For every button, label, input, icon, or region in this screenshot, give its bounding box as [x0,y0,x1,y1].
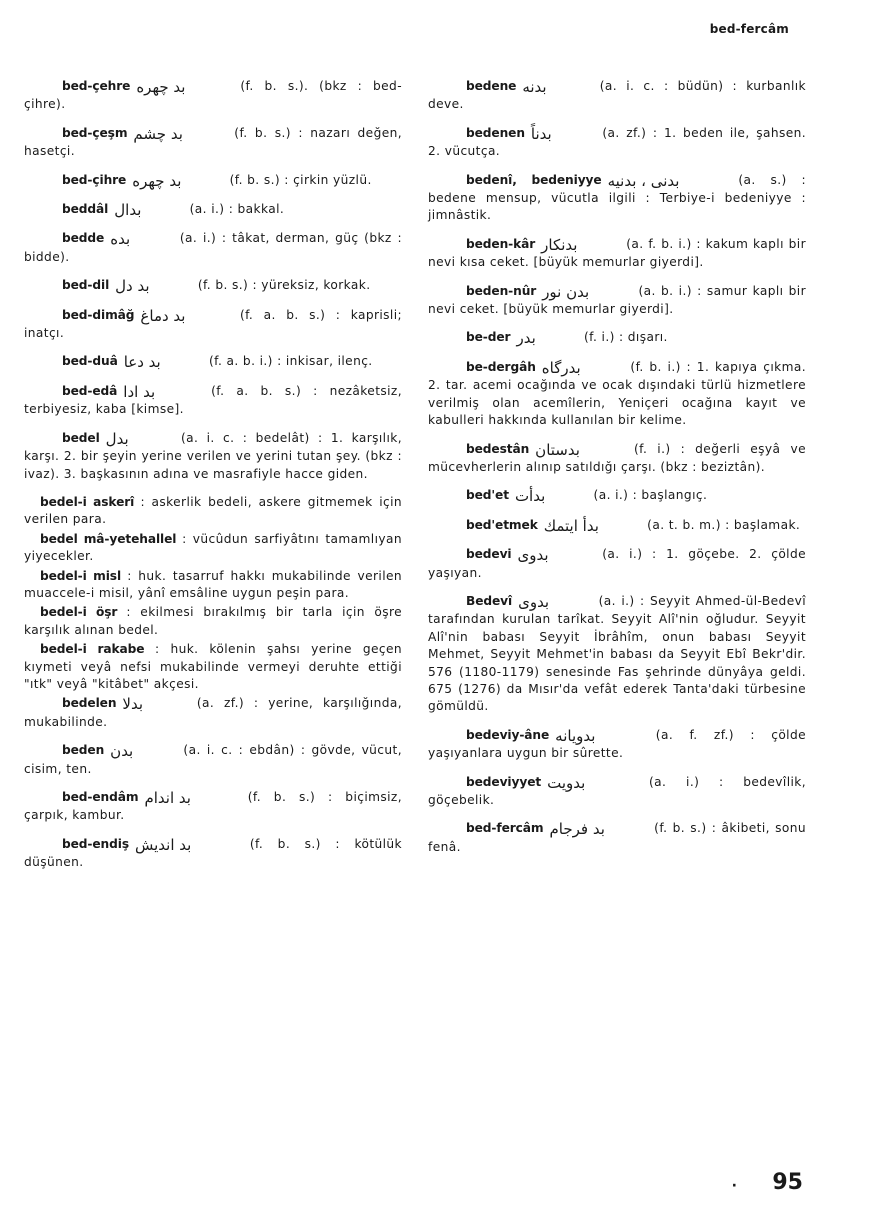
entry-headword: bedel-i öşr [40,605,118,620]
entry-definition: (a. zf.) : yerine, karşılığında, mukabilinde. [24,696,402,729]
entry-definition: (a. i.) : Seyyit Ahmed-ül-Bedevî tarafından kurulan tarîkat. Seyyit Alî'nin oğludur. Seyyit Alî'nin babası Seyyit İbrâhîm, onun babası Seyyit Mehmet, Seyyit Mehmet'in babası da Seyyit Ebî Bekr'dir. 576 (1180-1179) senesinde Fas şehrinde dünyâya geldi. 675 (1276) da Mısır'da vefât ederek Tanta'daki türbesine gömüldü. [428,593,806,714]
dictionary-entry [428,593,806,716]
entry-arabic-script: بدل [105,429,129,448]
entry-definition: (a. f. b. i.) : kakum kaplı bir nevi kısa ceket. [büyük memurlar giyerdi]. [428,236,806,270]
dictionary-entry [428,441,806,477]
dictionary-entry [24,307,402,343]
entry-headword: bedel-i misl [40,568,122,583]
entry-headword: bedene [466,79,517,93]
entry-definition: (a. i.) : bedevîlik, göçebelik. [428,774,806,807]
dictionary-entry [24,531,402,566]
entry-definition: : ekilmesi bırakılmış bir tarla için öşre karşılık alınan bedel. [24,605,402,637]
entry-definition: (a. i.) : bakkal. [185,202,285,217]
dictionary-entry [428,546,806,582]
entry-definition: (f. a. b. s.) : nezâketsiz, terbiyesiz, kaba [kimse]. [24,383,402,417]
entry-arabic-script: بدال [114,201,142,220]
dictionary-entry [428,236,806,272]
entry-headword: bedevi [466,547,512,562]
entry-definition: (f. b. i.) : 1. kapıya çıkma. 2. tar. acemi ocağında ve ocak dışındaki türlü hizmetlere verilmiş olan acemîlerin, Yeniçeri ocağına kayıt ve kabulleri hakkında kullanılan bir kelime. [428,359,806,428]
dictionary-entry [24,695,402,731]
entry-headword: bedde [62,231,105,246]
entry-definition: (f. b. s.) : yüreksiz, korkak. [193,278,371,293]
dictionary-entry [24,494,402,529]
dictionary-entry [24,78,402,114]
dictionary-entry [24,125,402,161]
entry-arabic-script: بد اندیش [134,835,192,854]
left-column [24,78,402,883]
entry-definition: (a. t. b. m.) : başlamak. [642,517,801,532]
entry-definition: (f. b. s.) : âkibeti, sonu fenâ. [428,821,806,854]
entry-headword: bed-çihre [62,172,127,187]
dictionary-entry [428,329,806,347]
dictionary-entry [428,359,806,430]
dictionary-entry [24,172,402,190]
entry-definition: (a. zf.) : 1. beden ile, şahsen. 2. vücutça. [428,125,806,159]
entry-arabic-script: بدناً [530,124,552,143]
dictionary-entry [428,487,806,505]
entry-definition: (a. i.) : 1. göçebe. 2. çölde yaşıyan. [428,547,806,580]
dictionary-entry [24,230,402,266]
entry-arabic-script: بد چهره [136,78,186,96]
dictionary-entry [24,742,402,778]
entry-definition: (f. b. s.) : nazarı değen, hasetçi. [24,125,402,159]
entry-arabic-script: بدأت [514,487,546,506]
dictionary-entry [428,774,806,810]
entry-headword: beden-kâr [466,236,536,251]
dictionary-entry [24,277,402,295]
entry-arabic-script: بد دماغ [140,306,186,325]
entry-arabic-script: بدنه [522,78,547,96]
entry-arabic-script: بد فرجام [549,820,605,839]
entry-arabic-script: بدلا [122,695,144,714]
entry-arabic-script: بد دل [115,277,150,296]
entry-definition: (f. i.) : değerli eşyâ ve mücevherlerin alınıp satıldığı çarşı. (bkz : beziztân). [428,441,806,474]
entry-headword: bedenî, bedeniyye [466,172,602,187]
entry-arabic-script: بدویت [547,773,586,792]
page-number: 95 [772,1170,803,1195]
entry-headword: bed-çehre [62,79,131,93]
entry-headword: bedeviyyet [466,774,542,789]
entry-arabic-script: بد ادا [123,382,156,401]
entry-arabic-script: بدستان [535,440,580,459]
entry-arabic-script: بدن [110,742,134,761]
dictionary-entry [24,568,402,603]
entry-definition: (a. i. c. : büdün) : kurbanlık deve. [428,79,806,112]
entry-headword: bedel mâ-yetehallel [40,531,177,546]
entry-definition: (a. b. i.) : samur kaplı bir nevi ceket. [büyük memurlar giyerdi]. [428,283,806,317]
entry-definition: (a. i. c. : bedelât) : 1. karşılık, karşı. 2. bir şeyin yerine verilen ve yerini tutan şey. (bkz : ivaz). 3. başkasının adına ve masrafiyle hacce giden. [24,430,402,481]
entry-headword: bed-fercâm [466,821,544,836]
entry-definition: (f. i.) : dışarı. [579,330,668,345]
right-column [428,78,806,867]
entry-headword: bed-dimâğ [62,307,135,322]
entry-headword: bed-duâ [62,354,118,369]
entry-definition: : huk. tasarruf hakkı mukabilinde verilen muaccele-i misil, yânî emsâline uygun peşin para. [24,568,402,600]
page-mark: · [731,1178,737,1194]
entry-definition: (a. s.) : bedene mensup, vücutla ilgili : Terbiye-i bedeniyye : jimnâstik. [428,172,806,223]
entry-arabic-script: بد چهره [132,171,182,190]
entry-headword: beden [62,743,105,758]
entry-headword: bedenen [466,125,525,140]
entry-definition: (a. i. c. : ebdân) : gövde, vücut, cisim, ten. [24,743,402,776]
entry-headword: Bedevî [466,593,513,608]
dictionary-entry [428,125,806,161]
entry-headword: bedel [62,430,100,445]
entry-headword: bed'etmek [466,517,538,532]
entry-headword: bedelen [62,696,117,711]
entry-headword: bedel-i askerî [40,494,135,509]
dictionary-entry [428,517,806,535]
dictionary-entry [24,604,402,639]
dictionary-entry [24,430,402,483]
entry-definition: : vücûdun sarfiyâtını tamamlıyan yiyecekler. [24,531,402,564]
entry-definition: (a. i.) : başlangıç. [589,488,708,503]
dictionary-entry [24,836,402,872]
dictionary-entry [24,201,402,219]
entry-headword: bed-endiş [62,836,129,851]
entry-arabic-script: بدن نور [542,282,590,301]
entry-definition: (f. b. s.) : biçimsiz, çarpık, kambur. [24,790,402,823]
entry-arabic-script: بدر [516,329,536,348]
dictionary-entry [24,789,402,825]
entry-definition: (f. b. s.) : kötülük düşünen. [24,836,402,870]
dictionary-entry [24,353,402,371]
entry-headword: be-der [466,330,511,345]
dictionary-entry [428,820,806,856]
entry-arabic-script: بدنی ، بدنیه [607,171,680,190]
entry-definition: (f. a. b. i.) : inkisar, ilenç. [204,354,373,369]
entry-headword: bed-edâ [62,383,118,398]
entry-headword: bed'et [466,488,509,503]
entry-arabic-script: بدنکار [541,235,578,254]
entry-definition: (f. b. s.). (bkz : bed-çihre). [24,79,402,112]
entry-arabic-script: بد چشم [133,124,183,143]
dictionary-entry [24,383,402,419]
entry-headword: be-dergâh [466,359,536,374]
entry-definition: (f. a. b. s.) : kaprisli; inatçı. [24,307,402,341]
entry-headword: bed-endâm [62,790,139,804]
entry-definition: (a. f. zf.) : çölde yaşıyanlara uygun bir sûrette. [428,727,806,761]
entry-arabic-script: بدرگاه [541,358,581,377]
entry-arabic-script: بد دعا [123,353,161,372]
entry-arabic-script: بد اندام [144,789,191,807]
entry-arabic-script: بده [110,230,131,249]
entry-headword: beden-nûr [466,283,537,298]
entry-definition: : huk. kölenin şahsı yerine geçen kıymeti veyâ nefsi mukabilinde vermeyi deruhte ettiği "ıtk" veyâ "kitâbet" akçesi. [24,642,402,691]
entry-headword: bedestân [466,441,530,456]
dictionary-entry [428,727,806,763]
entry-arabic-script: بدوی [518,592,550,611]
entry-headword: bed-dil [62,278,110,293]
entry-definition: : askerlik bedeli, askere gitmemek için verilen para. [24,494,402,527]
entry-arabic-script: بدأ ایتمك [543,516,599,535]
running-header: bed-fercâm [709,22,789,36]
dictionary-entry [428,78,806,114]
entry-headword: bedel-i rakabe [40,642,145,657]
dictionary-entry [428,283,806,319]
entry-arabic-script: بدوی [517,546,549,565]
dictionary-entry [24,641,402,693]
entry-definition: (f. b. s.) : çirkin yüzlü. [225,172,372,187]
entry-definition: (a. i.) : tâkat, derman, güç (bkz : bidde). [24,231,402,264]
entry-headword: beddâl [62,202,109,217]
dictionary-entry [428,172,806,225]
entry-headword: bedeviy-âne [466,727,550,742]
entry-arabic-script: بدویانه [555,726,596,745]
entry-headword: bed-çeşm [62,125,128,140]
